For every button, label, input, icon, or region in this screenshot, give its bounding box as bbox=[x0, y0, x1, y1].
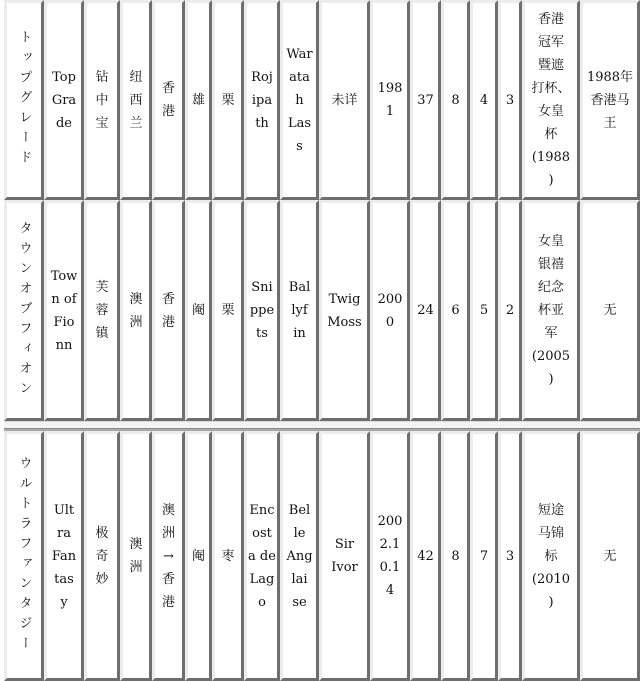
cell-thirds bbox=[498, 431, 522, 681]
cell-origin bbox=[120, 200, 152, 421]
cell-japanese-name-text: ウルトラファンタジー bbox=[16, 456, 32, 656]
cell-chinese-name bbox=[84, 200, 120, 421]
cell-origin-text: 澳 洲 bbox=[129, 537, 143, 575]
cell-starts-text: 42 bbox=[417, 548, 434, 564]
cell-starts-text: 37 bbox=[417, 92, 434, 108]
cell-japanese-name-text: タウンオブフィオン bbox=[16, 220, 32, 401]
cell-english-name-text: Tow n of Fio nn bbox=[50, 268, 78, 353]
cell-honours-text: 无 bbox=[603, 303, 617, 318]
table-row bbox=[4, 431, 640, 681]
cell-origin-text: 澳 洲 bbox=[129, 291, 143, 330]
cell-sire bbox=[244, 200, 280, 421]
cell-year bbox=[370, 0, 410, 200]
cell-dam-sire-text: 未详 bbox=[331, 92, 358, 108]
table-row bbox=[4, 200, 640, 421]
cell-english-name-text: Top Gra de bbox=[51, 69, 77, 131]
cell-wins bbox=[441, 200, 470, 421]
cell-dam-sire bbox=[319, 431, 370, 681]
cell-wins bbox=[441, 0, 470, 200]
cell-honours bbox=[580, 200, 640, 421]
cell-english-name bbox=[44, 431, 84, 681]
cell-major-race bbox=[522, 200, 580, 421]
cell-wins-text: 8 bbox=[451, 548, 460, 564]
cell-wins-text: 8 bbox=[451, 92, 460, 108]
cell-dam-sire bbox=[319, 200, 370, 421]
cell-color bbox=[212, 431, 244, 681]
cell-seconds-text: 5 bbox=[479, 303, 489, 318]
cell-dam-text: Bal lyf in bbox=[288, 280, 311, 341]
cell-major-race-text: 女皇 银禧 纪念 杯亚 军 (2005 ) bbox=[531, 234, 571, 387]
cell-seconds bbox=[470, 0, 498, 200]
cell-major-race-text: 短途 马锦 标 (2010 ) bbox=[531, 502, 571, 610]
cell-sire-text: Enc ost a de Lag o bbox=[248, 502, 276, 610]
cell-honours-text: 无 bbox=[603, 548, 617, 564]
cell-sire bbox=[244, 0, 280, 200]
cell-english-name bbox=[44, 0, 84, 200]
cell-dam-sire-text: Twig Moss bbox=[327, 291, 362, 330]
horse-table bbox=[4, 0, 640, 681]
table-divider bbox=[4, 421, 640, 429]
cell-chinese-name bbox=[84, 0, 120, 200]
cell-japanese-name-text: トップグレード bbox=[16, 30, 32, 170]
cell-major-race bbox=[522, 0, 580, 200]
cell-origin bbox=[120, 431, 152, 681]
cell-year-text: 200 0 bbox=[377, 291, 403, 330]
cell-chinese-name-text: 芙 蓉 镇 bbox=[95, 280, 109, 341]
cell-major-race bbox=[522, 431, 580, 681]
cell-dam bbox=[280, 200, 319, 421]
cell-location-text: 香 港 bbox=[161, 291, 175, 330]
cell-year-text: 198 1 bbox=[377, 81, 403, 119]
cell-japanese-name bbox=[4, 200, 44, 421]
cell-dam bbox=[280, 0, 319, 200]
cell-year bbox=[370, 431, 410, 681]
cell-thirds-text: 3 bbox=[505, 548, 515, 564]
cell-english-name bbox=[44, 200, 84, 421]
cell-location bbox=[152, 431, 185, 681]
cell-sex-text: 雄 bbox=[191, 92, 205, 108]
cell-location bbox=[152, 0, 185, 200]
cell-thirds-text: 2 bbox=[505, 303, 515, 318]
cell-dam-text: War ata h Las s bbox=[286, 46, 313, 154]
cell-dam-sire-text: Sir Ivor bbox=[331, 537, 358, 575]
cell-seconds bbox=[470, 200, 498, 421]
cell-sex bbox=[185, 0, 212, 200]
cell-seconds-text: 7 bbox=[479, 548, 489, 564]
cell-starts bbox=[410, 431, 441, 681]
cell-chinese-name bbox=[84, 431, 120, 681]
cell-sire bbox=[244, 431, 280, 681]
cell-thirds-text: 3 bbox=[505, 92, 515, 108]
cell-english-name-text: Ult ra Fan tas y bbox=[51, 502, 77, 610]
cell-sex-text: 阉 bbox=[191, 548, 205, 564]
cell-wins-text: 6 bbox=[451, 303, 460, 318]
cell-thirds bbox=[498, 200, 522, 421]
cell-honours bbox=[580, 0, 640, 200]
cell-honours bbox=[580, 431, 640, 681]
table-row bbox=[4, 0, 640, 200]
cell-color bbox=[212, 0, 244, 200]
cell-sire-text: Roj ipa th bbox=[251, 69, 273, 131]
cell-dam-text: Bel le Ang lai se bbox=[286, 502, 313, 610]
cell-location-text: 香 港 bbox=[161, 81, 175, 119]
cell-sex-text: 阉 bbox=[191, 303, 205, 318]
cell-starts-text: 24 bbox=[417, 303, 434, 318]
cell-color-text: 栗 bbox=[221, 303, 235, 318]
cell-year-text: 200 2.1 0.1 4 bbox=[377, 514, 403, 598]
cell-color bbox=[212, 200, 244, 421]
cell-japanese-name bbox=[4, 431, 44, 681]
cell-japanese-name bbox=[4, 0, 44, 200]
cell-location-text: 澳 洲 → 香 港 bbox=[161, 502, 175, 610]
cell-wins bbox=[441, 431, 470, 681]
cell-dam-sire bbox=[319, 0, 370, 200]
cell-chinese-name-text: 极 奇 妙 bbox=[95, 525, 109, 587]
cell-color-text: 枣 bbox=[221, 548, 235, 564]
cell-location bbox=[152, 200, 185, 421]
cell-sex bbox=[185, 200, 212, 421]
cell-color-text: 栗 bbox=[221, 92, 235, 108]
cell-starts bbox=[410, 0, 441, 200]
cell-seconds-text: 4 bbox=[479, 92, 489, 108]
cell-honours-text: 1988年 香港马 王 bbox=[586, 69, 634, 131]
cell-sex bbox=[185, 431, 212, 681]
cell-starts bbox=[410, 200, 441, 421]
cell-seconds bbox=[470, 431, 498, 681]
cell-origin-text: 纽 西 兰 bbox=[129, 69, 143, 131]
cell-chinese-name-text: 钻 中 宝 bbox=[95, 69, 109, 131]
cell-origin bbox=[120, 0, 152, 200]
cell-sire-text: Sni ppe ts bbox=[249, 280, 275, 341]
cell-year bbox=[370, 200, 410, 421]
cell-dam bbox=[280, 431, 319, 681]
cell-major-race-text: 香港 冠军 暨遮 打杯、 女皇 杯 (1988 ) bbox=[531, 12, 571, 188]
cell-thirds bbox=[498, 0, 522, 200]
